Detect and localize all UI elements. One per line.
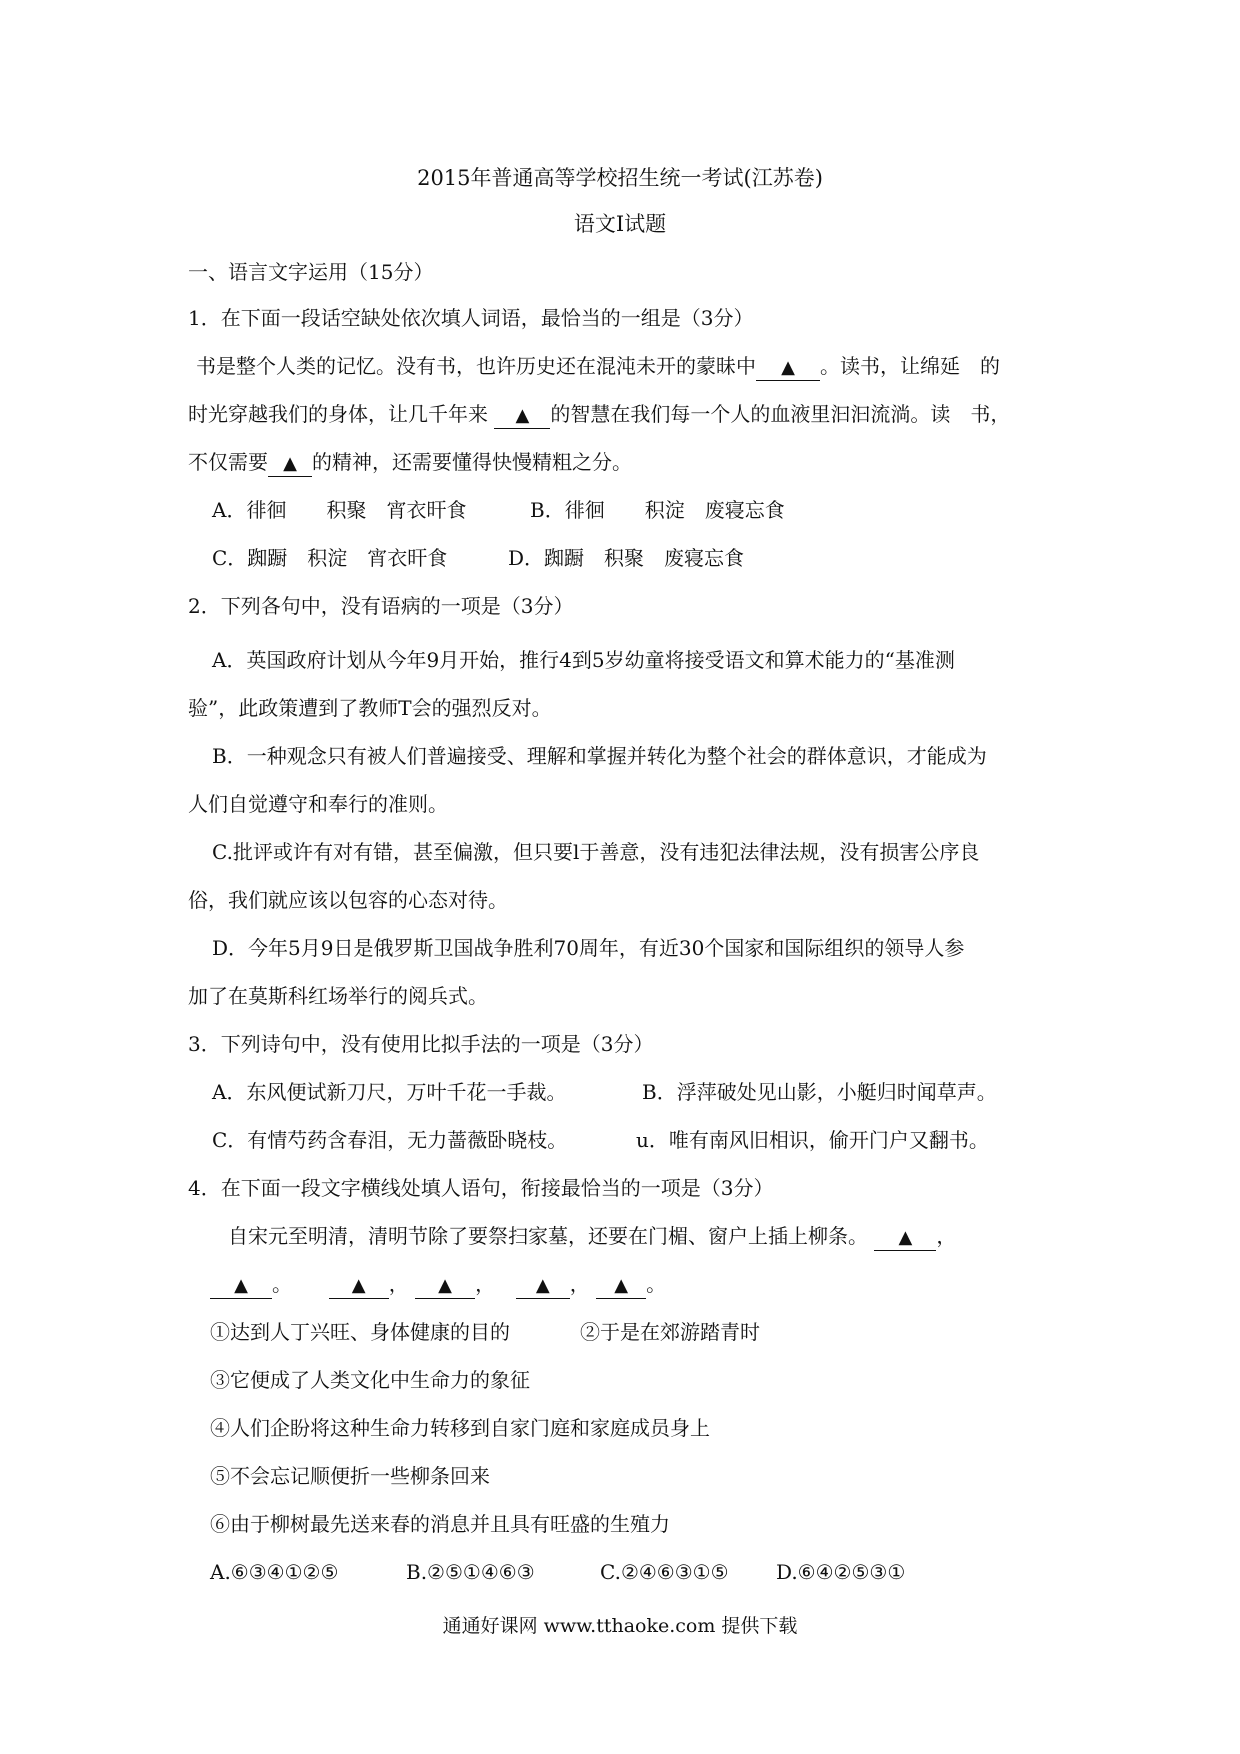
exam-title: 2015年普通高等学校招生统一考试(江苏卷) bbox=[417, 166, 823, 190]
punctuation: ， bbox=[569, 1272, 590, 1296]
answer-blank bbox=[268, 450, 312, 477]
question-3-option-a: A．东风便试新刀尺，万叶千花一手裁。 bbox=[212, 1080, 567, 1104]
blank-triangle-icon: ▲ bbox=[535, 1275, 550, 1296]
section-heading: 一、语言文字运用（15分） bbox=[188, 260, 434, 284]
question-4-item-4: ④人们企盼将这种生命力转移到自家门庭和家庭成员身上 bbox=[210, 1416, 710, 1440]
question-2-stem: 2．下列各句中，没有语病的一项是（3分） bbox=[188, 594, 574, 618]
question-2-option-b-cont: 人们自觉遵守和奉行的准则。 bbox=[188, 792, 448, 816]
answer-blank bbox=[494, 402, 550, 429]
question-1-stem: 1．在下面一段话空缺处依次填人词语，最恰当的一组是（3分） bbox=[188, 306, 754, 330]
passage-text: 的智慧在我们每一个人的血液里汩汩流淌。读 书， bbox=[550, 402, 1011, 426]
question-2-option-a-cont: 验”，此政策遭到了教师T会的强烈反对。 bbox=[188, 696, 552, 720]
blank-triangle-icon: ▲ bbox=[614, 1275, 629, 1296]
question-2-option-d-cont: 加了在莫斯科红场举行的阅兵式。 bbox=[188, 984, 488, 1008]
passage-text: 时光穿越我们的身体，让几千年来 bbox=[188, 402, 488, 426]
question-4-item-3: ③它便成了人类文化中生命力的象征 bbox=[210, 1368, 530, 1392]
blank-triangle-icon: ▲ bbox=[438, 1275, 452, 1296]
passage-text: 书是整个人类的记忆。没有书，也许历史还在混沌未开的蒙昧中 bbox=[196, 354, 756, 378]
answer-blank bbox=[415, 1272, 475, 1299]
question-1-option-a: A．徘徊 积聚 宵衣旰食 bbox=[212, 498, 467, 522]
question-1-option-b: B．徘徊 积淀 废寝忘食 bbox=[530, 498, 785, 522]
passage-text: 不仅需要 bbox=[188, 450, 268, 474]
question-1-passage-line-3 bbox=[188, 448, 632, 477]
question-3-option-c: C．有情芍药含春泪，无力蔷薇卧晓枝。 bbox=[212, 1128, 568, 1152]
question-3-option-d: u．唯有南风旧相识，偷开门户又翻书。 bbox=[636, 1128, 989, 1152]
question-4-item-2: ②于是在郊游踏青时 bbox=[580, 1320, 760, 1344]
question-4-stem: 4．在下面一段文字横线处填人语句，衔接最恰当的一项是（3分） bbox=[188, 1176, 774, 1200]
answer-blank bbox=[756, 354, 820, 381]
question-2-option-a: A．英国政府计划从今年9月开始，推行4到5岁幼童将接受语文和算术能力的“基准测 bbox=[212, 648, 955, 672]
page-footer: 通通好课网 www.tthaoke.com 提供下载 bbox=[442, 1615, 798, 1637]
answer-blank bbox=[874, 1224, 936, 1251]
answer-blank bbox=[596, 1272, 646, 1299]
punctuation: ， bbox=[936, 1224, 957, 1248]
question-1-option-d: D．踟蹰 积聚 废寝忘食 bbox=[508, 546, 745, 570]
question-4-option-d: D.⑥④②⑤③① bbox=[776, 1560, 906, 1584]
question-3-option-b: B．浮萍破处见山影，小艇归时闻草声。 bbox=[642, 1080, 997, 1104]
question-4-item-6: ⑥由于柳树最先送来春的消息并且具有旺盛的生殖力 bbox=[210, 1512, 670, 1536]
answer-blank bbox=[210, 1272, 272, 1299]
exam-subtitle: 语文Ⅰ试题 bbox=[573, 212, 667, 236]
question-4-item-5: ⑤不会忘记顺便折一些柳条回来 bbox=[210, 1464, 490, 1488]
question-3-stem: 3．下列诗句中，没有使用比拟手法的一项是（3分） bbox=[188, 1032, 654, 1056]
blank-triangle-icon: ▲ bbox=[898, 1227, 913, 1248]
question-4-passage-line-2 bbox=[210, 1270, 666, 1299]
passage-text: 自宋元至明清，清明节除了要祭扫家墓，还要在门楣、窗户上插上柳条。 bbox=[228, 1224, 868, 1248]
blank-triangle-icon: ▲ bbox=[515, 405, 530, 426]
question-4-item-1: ①达到人丁兴旺、身体健康的目的 bbox=[210, 1320, 510, 1344]
question-4-passage-line-1 bbox=[228, 1222, 956, 1251]
punctuation: ， bbox=[475, 1272, 496, 1296]
question-1-passage-line-2 bbox=[188, 400, 1010, 429]
punctuation: 。 bbox=[272, 1272, 292, 1296]
blank-triangle-icon: ▲ bbox=[781, 357, 795, 378]
passage-text: 的精神，还需要懂得快慢精粗之分。 bbox=[312, 450, 632, 474]
question-1-passage-line-1 bbox=[196, 352, 1000, 381]
question-2-option-c-cont: 俗，我们就应该以包容的心态对待。 bbox=[188, 888, 508, 912]
punctuation: ， bbox=[388, 1272, 409, 1296]
question-4-option-c: C.②④⑥③①⑤ bbox=[600, 1560, 729, 1584]
question-1-option-c: C．踟蹰 积淀 宵衣旰食 bbox=[212, 546, 448, 570]
blank-triangle-icon: ▲ bbox=[234, 1275, 248, 1296]
answer-blank bbox=[516, 1272, 570, 1299]
punctuation: 。 bbox=[646, 1272, 667, 1296]
question-2-option-d: D．今年5月9日是俄罗斯卫国战争胜利70周年，有近30个国家和国际组织的领导人参 bbox=[212, 936, 965, 960]
question-2-option-b: B．一种观念只有被人们普遍接受、理解和掌握并转化为整个社会的群体意识，才能成为 bbox=[212, 744, 987, 768]
question-4-option-b: B.②⑤①④⑥③ bbox=[406, 1560, 535, 1584]
answer-blank bbox=[329, 1272, 389, 1299]
passage-text: 。读书，让绵延 的 bbox=[820, 354, 1000, 378]
question-4-option-a: A.⑥③④①②⑤ bbox=[210, 1560, 339, 1584]
blank-triangle-icon: ▲ bbox=[283, 453, 297, 474]
question-2-option-c: C.批评或许有对有错，甚至偏激，但只要l于善意，没有违犯法律法规，没有损害公序良 bbox=[212, 840, 980, 864]
blank-triangle-icon: ▲ bbox=[351, 1275, 366, 1296]
